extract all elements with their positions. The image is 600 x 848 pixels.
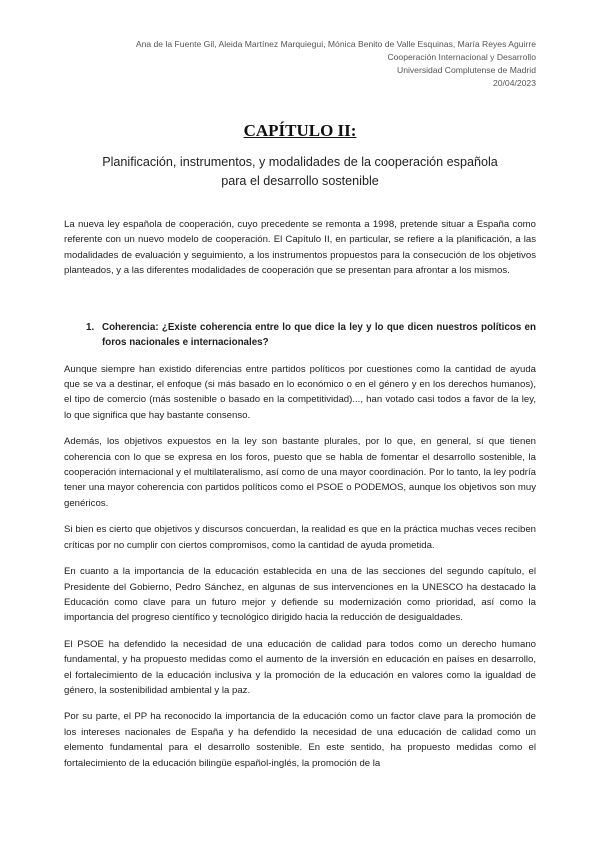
header-course: Cooperación Internacional y Desarrollo [387, 52, 536, 62]
header-university: Universidad Complutense de Madrid [396, 65, 536, 75]
body-paragraph: El PSOE ha defendido la necesidad de una educación de calidad para todos como un derecho humano fundamental, y ha propuesto medidas como el aumento de la inversión en educación en países en desarrollo, el fortalecimiento de la educación inclusiva y la promoción de la educación en valores como la igualdad de género, la sostenibilidad ambiental y la paz. [64, 638, 536, 696]
section-number: 1. [86, 321, 95, 333]
chapter-subtitle: Planificación, instrumentos, y modalidades de la cooperación española para el desarrollo sostenible [102, 155, 498, 188]
body-paragraph: Además, los objetivos expuestos en la ley son bastante plurales, por lo que, en general, sí que tienen coherencia con lo que se expresa en los foros, puesto que se habla de fomentar el desarrollo sostenible, la cooperación internacional y el multilateralismo, así como de una mayor coordinación. Por lo tanto, la ley podría tener una mayor coherencia con partidos políticos como el PSOE o PODEMOS, aunque los objetivos son muy genéricos. [64, 436, 536, 509]
body-paragraph: Si bien es cierto que objetivos y discursos concuerdan, la realidad es que en la práctica muchas veces reciben críticas por no cumplir con ciertos compromisos, como la cantidad de ayuda prometida. [64, 524, 536, 551]
body-paragraph: En cuanto a la importancia de la educación establecida en una de las secciones del segundo capítulo, el Presidente del Gobierno, Pedro Sánchez, en algunas de sus intervenciones en la UNESCO ha destacado la Educación como clave para un futuro mejor y defiende su modernización como prioridad, así como la importancia del progreso científico y tecnológico dirigido hacia la reducción de desigualdades. [64, 566, 536, 624]
page-header [64, 38, 536, 90]
section-heading [64, 320, 536, 350]
body-paragraph: Aunque siempre han existido diferencias entre partidos políticos por cuestiones como la cantidad de ayuda que se va a destinar, el enfoque (si más basado en lo económico o en el género y en los derechos humanos), el tipo de comercio (más sostenible o basado en la competitividad)..., han votado casi todos a favor de la ley, lo que significa que hay bastante consenso. [64, 363, 536, 421]
header-date: 20/04/2023 [492, 78, 536, 88]
chapter-title: CAPÍTULO II: [243, 121, 357, 140]
header-authors: Ana de la Fuente Gil, Aleida Martínez Marquiegui, Mónica Benito de Valle Esquinas, María Reyes Aguirre [135, 39, 536, 49]
body-paragraph: Por su parte, el PP ha reconocido la importancia de la educación como un factor clave para la promoción de los intereses nacionales de España y ha defendido la necesidad de una educación de calidad como un elemento fundamental para el desarrollo sostenible. En este sentido, ha propuesto medidas como el fortalecimiento de la educación bilingüe español-inglés, la promoción de la [64, 711, 536, 769]
section-title: Coherencia: ¿Existe coherencia entre lo que dice la ley y lo que dicen nuestros políticos en foros nacionales e internacionales? [102, 321, 536, 348]
intro-paragraph: La nueva ley española de cooperación, cuyo precedente se remonta a 1998, pretende situar a España como referente con un nuevo modelo de cooperación. El Capítulo II, en particular, se refiere a la planificación, a las modalidades de evaluación y seguimiento, a los instrumentos propuestos para la consecución de los objetivos planteados, y a las diferentes modalidades de cooperación que se presentan para afrontar a los mismos. [64, 219, 536, 277]
